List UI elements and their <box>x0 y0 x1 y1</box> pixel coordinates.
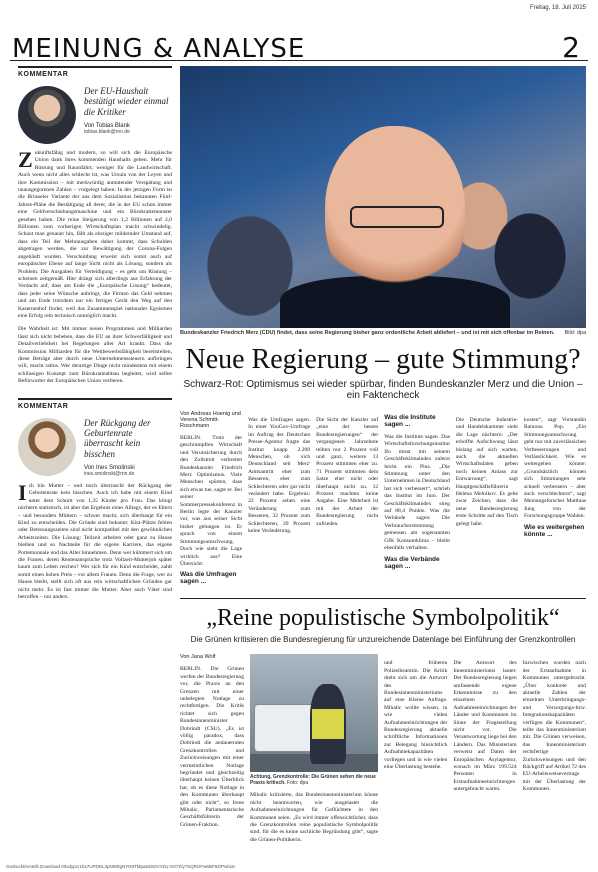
second-subheadline: Die Grünen kritisieren die Bundesregierung für unzureichende Datenlage bei Einführung der Grenzkontrollen <box>190 635 576 645</box>
commentary-body: Zukunftsfähig und modern, so will sich die Europäische Union dank ihres kommenden Haushalts geben. Mehr für Rüstung und Raumfahrt, weniger für die Landwirtschaft. Auch wenn nicht alles schlecht ist, was Ursula von der Leyen und ihre Kommission – mit merkwürdig anmutender Verspätung und unausgegorenen Zahlen – vorgelegt haben: In der jetzigen Form ist die Brüsseler Variante der aus dem Sozialismus bekannten Fünf-Jahres-Pläne die Bestätigung all derer, die in der EU schon immer eine Geldverschiebungsmaschine und ein Bürokratiemonster gesehen haben. Die reine Steigerung von 1,2 Billionen auf 2,0 Billionen zum vorherigen Wirtschaftsplan macht schwindelig. Schaut man genauer hin, fällt als einziger mildernder Umstand auf, dass ein Teil der Mehrausgaben daher kommt, dass Schulden abgetragen werden, die zur Bewältigung der Corona-Folgen angehäuft wurden. Verschuldung erweist sich somit auch auf europäischer Ebene auf lange Sicht nicht als Lösung, sondern als Problem. Die Ausgaben für Verteidigung – es geht um Rüstung – scheinen zeitgemäß. Hier drängt sich allerdings aus Erfahrung der Verdacht auf, dass am Ende die „Europäische Lösung“ bedeutet, dass jeder seine Wünsche anbringt, die Firmen das Geld nehmen und am Ende trotzdem nur ein fertiges Gerät den Weg auf den Kasernenhof findet, weil das Zusammenspiel nationaler Egoismen eine Erfolg rein technisch unmöglich macht. <box>18 147 172 319</box>
issue-date: Freitag, 18. Juli 2025 <box>529 5 586 11</box>
print-footer: Gedruckt/erstellt Download 00xdypcr1bx7UPDDL3pNtWtgNYtNtTMpa6dSDVVDy-G07Z/y7SQRGFw6BF9Z/Pwhi2c <box>6 864 236 869</box>
commentary-label: KOMMENTAR <box>18 398 172 410</box>
lead-headline: Neue Regierung – gute Stimmung? <box>185 344 581 375</box>
commentary-body-continued: Die Wahrheit ist: Mit immer neuen Programmen und Milliarden lässt sich nicht beheben, dass die EU an ihrer Schwerfälligkeit und Detailverliebtheit bei Regelungen aller Art krankt. Dass die Kommission Milliarden für die Wettbewerbsfähigkeit bereitstellen, diese Beträge aber durch neue Unternehmenssteuern aufbringen will, macht ratlos. Wer derartige Dinge nicht mindestens mit einem schlüssigen Konzept zum Bürokratieabbau begleitet, wird selbst Befürworter der Europäischen Union verlieren. <box>18 326 172 385</box>
page-number: 2 <box>562 31 580 64</box>
second-headline: „Reine populistische Symbolpolitik“ <box>206 605 560 632</box>
commentary-author: Von Tobias Blank <box>84 123 130 130</box>
drop-cap: Z <box>18 147 33 172</box>
drop-cap: I <box>18 479 27 505</box>
commentary-title: Der Rückgang der Geburtenrate überrascht kein bisschen <box>84 417 151 459</box>
interheading: Was die Umfragen sagen ... <box>180 571 237 586</box>
border-control-photo <box>250 654 378 772</box>
article-divider <box>180 598 586 599</box>
interheading: Was die Verbände sagen ... <box>384 555 440 570</box>
lead-photo <box>180 66 586 328</box>
lead-article-body: Von Andreas Hoenig und Verena Schmitt-Roschmann BERLIN. Trotz der geschrumpften Wirtschaft und Verunsicherung durch den Zollstreit verbreitet Bundeskanzler Friedrich Merz Optimismus. Viele Menschen spürten, dass sich etwas tue, sagte er. Bei seiner Sommerpressekonferenz in Berlin legte der Kanzler vor, was aus seiner Sicht bisher gelungen ist. Er sprach von einem Stimmungsumschwung. Doch wie sieht die Lage wirklich aus? Eine Übersicht: Was die Umfragen sagen ... Was die Umfragen sagen. In einer YouGov-Umfrage im Auftrag der Deutschen Presse-Agentur fragte das Institut knapp 2.200 Menschen, ob sich Deutschland seit Merz' Amtsantritt eher zum Besseren, eher zum Schlechteren oder gar nicht verändert habe. Ergebnis: 22 Prozent sehen eine Veränderung zum Besseren, 32 Prozent zum Schlechteren, 39 Prozent keine Veränderung. Die Sicht der Kanzler auf „eine der besten Bundesregierungen“ der vergangenen Jahrzehnte teilten nur 2 Prozent voll und ganz, weitere 13 Prozent stimmten eher zu. 71 Prozent stimmten dem Satze eher nicht oder überhaupt nicht zu. 12 Prozent machten keine Angabe. Eine Mehrheit ist mit der Arbeit der Bundesregierung nicht zufrieden. Was die Institute sagen ... Was die Institute sagen. Das Wirtschaftsforschungsinstitut Ifo misst mit seinem Geschäftsklimaindex zuletzt leicht ein Plus. „Die Stimmung unter den Unternehmen in Deutschland hat sich verbessert“, schrieb das Institut im Juni. Der Geschäftsklimaindex stieg auf 88,4 Punkte. Was die Verbände sagen: Die Verbraucherstimmung gemessen am sogenannten GfK Konsumklima – bleibt ebenfalls verhalten. Was die Verbände sagen ... Die Deutsche Industrie- und Handelskammer sieht die Lage nüchtern: „Der erhoffte Aufschwung lässt bislang auf sich warten, auch die aktuellen Wirtschaftsdaten geben noch keinen Anlass zur Entwarnung“, sagt Hauptgeschäftsführerin Helena Melnikov. Es gebe zwar Zeichen, dass die neue Bundesregierung erste Schritte auf den Tisch gelegt habe. kosten“, sagt Vorstandin Ramona Pop. „Ein Stimmungsumschwung geht nur mit zuverlässichen Verbesserungen und Verlässlichkeit. Wie es weitergehen könnte: „Grundsätzlich können sich Stimmungen sehr schnell verbessern – aber auch verschlechtern“, sagt Meinungsforscher Matthias Jung von der Forschungsgruppe Wahlen. Wie es weitergehen könnte ... <box>180 411 587 586</box>
interheading: Wie es weitergehen könnte ... <box>523 523 585 538</box>
photo-credit: Bild: dpa <box>564 330 586 336</box>
section-masthead <box>10 14 588 64</box>
commentary-author: Von Ines Smolinski <box>84 464 135 471</box>
photo-credit: Foto: dpa <box>286 780 309 787</box>
main-articles <box>180 66 586 844</box>
lead-photo-caption: Bundeskanzler Friedrich Merz (CDU) findet, dass seine Regierung bisher ganz ordentliche Arbeit abliefert – und ist mit sich offenbar im Reinen. Bild: dpa <box>180 330 586 336</box>
interheading: Was die Institute sagen ... <box>384 414 436 428</box>
author-portrait <box>18 418 76 476</box>
author-email-link[interactable]: ines.smolinski@rnn.de <box>84 470 135 477</box>
lead-subheadline: Schwarz-Rot: Optimismus sei wieder spürbar, finden Bundeskanzler Merz und die Union – ein Faktencheck <box>183 379 583 401</box>
section-title: MEINUNG & ANALYSE <box>12 34 306 64</box>
commentary-body: Ich bin Mutter – und mich überrascht der Rückgang der Geburtenrate kein bisschen. Auch ich habe mit einem Kind unter dem Schnitt von 1,35 Kinder pro Frau. Das klingt nüchtern statistisch, ist aber das Ergebnis eines Alltags, der es Eltern – und besonders Müttern – schwer macht, sich überhaupt für ein Kind zu entscheiden. Die Gründe sind bekannt: Kita-Plätze fehlen oder Betreuungszeiten sind nicht kompatibel mit den gewöhnlichen Arbeitszeiten. Die Lösung: Teilzeit arbeiten oder ganz zu Hause bleiben und so Nachteile für die eigene Karriere, das eigene Portemonnaie und das Alter hinnehmen. Denn wer kümmert sich um die Frauen, deren Rentenansprüche trotz Vollzeit-Mutterjob später kaum zum Leben reichen? Wer sich für ein Kind entscheidet, zahlt somit einen hohen Preis – vor allem Frauen. Denn die Frage, wer zu Hause bleibt, stellt sich oft aus rein wirtschaftlichen Gründen gar nicht mehr. Es ist fast immer die Mutter. Aber auch Väter sind betroffen – nur anders. <box>18 479 172 601</box>
article-byline: Von Jana Wolf <box>180 654 216 661</box>
author-portrait <box>18 86 76 144</box>
article-byline: Von Andreas Hoenig und Verena Schmitt-Roschmann <box>180 411 241 429</box>
author-email-link[interactable]: tobias.blank@rnn.de <box>84 129 130 136</box>
commentary-title: Der EU-Haushalt bestätigt wieder einmal die Kritiker <box>84 86 169 117</box>
commentary-birth-rate <box>18 398 172 602</box>
second-article-body: Von Jana Wolf BERLIN. Die Grünen werfen der Bundesregierung vor, die Praxis an den Grenzen mit einer unbelegten Notlage zu rechtfertigen. Die Kritik richtet sich gegen Bundesinnenminister Dobrindt (CSU). „Es ist völlig paradox, dass Dobrindt die andauernden Grenzkontrollen und Zurückweisungen mit einer vermeintlichen Notlage begründet und gleichzeitig überhaupt keinen Überblick hat, ob es diese Notlage in den Kommunen überhaupt gibt oder nicht“, so Irene Mihalic, Parlamentarische Geschäftsführerin der Grünen-Fraktion. Achtung, Grenzkontrolle: Die Grünen sehen die neue Praxis kritisch. Foto: dpa Mihalic kritisierte, das Bundesinnenministerium könne nicht beantworten, wie ausgelastet die Aufnahmeeinrichtungen für Geflüchtete in den Kommunen seien. „Es wird immer offensichtlicher, dass die Grenzkontrollen reine populistische Symbolpolitik sind, für die es keine sachliche Begründung gibt“, sagte die Grünen-Politikerin. und früheren Polizeibeamtin. Die Kritik dreht sich um die Antwort des Bundesinnenministeriums auf eine Kleine Anfrage. Mihalic wollte wissen, in wie vielen Aufnahmeeinrichtungen der Bundesregierung aktuelle schriftliche Informationen zur Belegung hinsichtlich Aufnahmekapazitäten vorliegen und in wie vielen eine Überlastung bestehe. Die Antwort des Innenministeriums lautet: Der Bundesregierung liegen umfassende eigene Erkenntnisse zu den einzelnen Aufnahmeeinrichtungen der Länder und Kommunen im Sinne der Fragestellung nicht vor. Die Verantwortung liege bei den Ländern. Das Ministerium verweist auf Daten der Europäischen Asylagentur, wonach im März 199.524 Personen in Erstaufnahmeeinrichtungen untergebracht waren. Inzwischen wurden nach der Erstaufnahme in Kommunen untergebracht. „Über konkrete und aktuelle Zahlen der einzelnen Unterbringungs- und Versorgungs-bzw. Integrationskapazitäten verfügen die Kommunen“, teilte das Innenministerium mit. Die Grünen verweisen, das Innenministerium rechtfertige Zurückweisungen und den Rückgriff auf Artikel 72 des EU-Arbeitsweisevertrags mit der Überlastung der Kommunen. <box>180 654 586 843</box>
photo-caption: Achtung, Grenzkontrolle: Die Grünen sehen die neue Praxis kritisch. Foto: dpa <box>250 774 376 787</box>
commentary-label: KOMMENTAR <box>18 66 172 78</box>
commentary-column <box>18 66 172 601</box>
commentary-eu-budget <box>18 66 172 386</box>
